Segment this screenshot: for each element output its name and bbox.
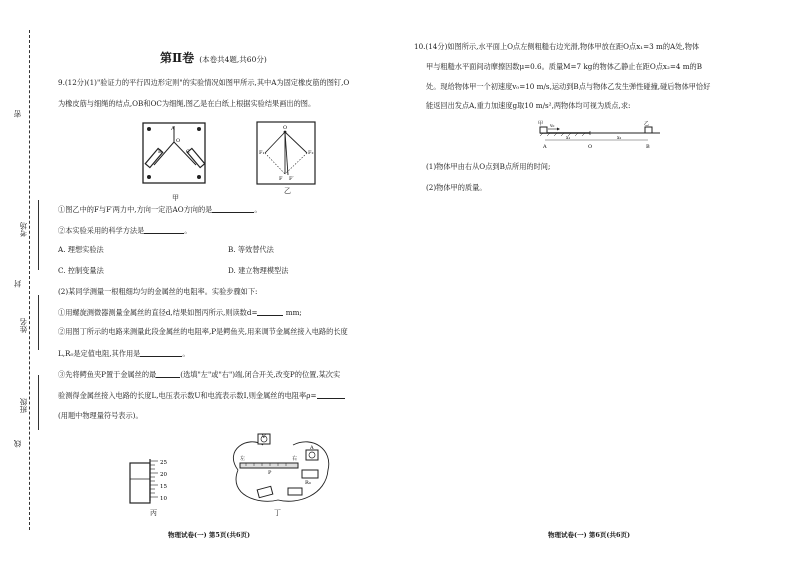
switch [288,488,302,495]
corner-pin [147,127,151,131]
right-page-footer: 物理试卷(一) 第6页(共6页) [548,531,631,539]
q9-step3-line2: 验测得金属丝接入电路的长度L,电压表示数U和电流表示数I,则金属丝的电阻率ρ= [58,390,345,400]
q9-part2: (2)某同学测量一根粗细均匀的金属丝的电阻率。实验步骤如下: [58,287,258,296]
left-page-footer: 物理试卷(一) 第5页(共6页) [168,531,251,539]
seal-mark-mi: 密 [13,110,22,118]
figure-ding-label: 丁 [274,509,281,517]
force-f1 [265,132,285,153]
tick-label: 15 [160,484,167,490]
svg-text:O: O [176,138,181,144]
answer-blank[interactable] [317,390,345,399]
q10-line-4: 能返回出发点A,重力加速度g取10 m/s²,两物体均可视为质点,求: [426,101,631,110]
micrometer-sleeve [130,463,150,503]
q9-step3-line3: (用题中物理量符号表示)。 [58,411,143,420]
label-v0: v₀ [550,124,555,129]
figure-jia-label: 甲 [172,194,179,202]
seal-mark-xian: 线 [13,440,22,448]
velocity-arrow-head [557,128,560,131]
label-o: O [588,144,593,150]
q9-line-1: 9.(12分)(1)"验证力的平行四边形定则"的实验情况如图甲所示,其中A为固定橡皮筋的图钉,O [58,78,350,87]
q9-sub1: ①图乙中的F与F′两力中,方向一定沿AO方向的是 。 [58,205,262,214]
svg-text:左: 左 [240,456,246,462]
q9-option-d: D. 建立物理模型法 [228,266,289,275]
q9-step2-line1: ②用图丁所示的电路来测量此段金属丝的电阻率,P是鳄鱼夹,用来调节金属丝接入电路的长度 [58,327,348,336]
seal-mark-feng: 封 [13,280,22,288]
svg-text:O: O [283,125,288,131]
answer-blank[interactable] [156,369,180,378]
block-jia [540,127,547,133]
figure-bing-micrometer [128,455,188,505]
figure-yi-label: 乙 [284,187,291,195]
seal-line [29,30,30,530]
figure-ding-circuit [218,430,336,510]
q9-sub2: ②本实验采用的科学方法是 。 [58,226,192,235]
q10-sub1: (1)物体甲由右从O点到B点所用的时间; [426,162,551,171]
svg-text:R₀: R₀ [305,480,311,486]
label-b: B [646,144,650,150]
force-f2 [285,132,307,153]
svg-text:F₂: F₂ [308,150,314,156]
svg-text:P: P [268,470,272,476]
answer-blank[interactable] [257,307,283,316]
svg-text:F′: F′ [289,176,294,182]
corner-pin [147,175,151,179]
svg-text:C: C [186,149,190,155]
answer-blank[interactable] [212,204,254,213]
battery [257,486,273,497]
figure-q10-track [535,118,665,150]
svg-text:V: V [262,434,266,440]
figure-yi [255,120,317,186]
thimble-scale [150,461,158,497]
svg-text:B: B [158,149,162,155]
q10-line-2: 甲与粗糙水平面间动摩擦因数μ=0.6。质量M=7 kg的物体乙静止在距O点x₂=4 m的B [426,62,703,71]
label-x2: x₂ [617,136,622,141]
section-header [160,47,267,66]
metal-wire-ruler [240,463,298,468]
svg-text:A: A [171,126,175,132]
svg-text:A: A [310,445,314,451]
field-line [38,375,39,430]
block-yi [645,127,652,133]
label-yi: 乙 [644,121,650,127]
q9-step2-line2: L,R₀是定值电阻,其作用是 。 [58,349,190,358]
parallelogram-edge [285,153,307,174]
field-line [38,200,39,270]
answer-blank[interactable] [144,225,184,234]
ammeter [306,450,318,460]
force-f-prime [285,132,288,175]
svg-text:右: 右 [292,456,298,462]
parallelogram-edge [265,153,285,174]
q9-line-2: 为橡皮筋与细绳的结点,OB和OC为细绳,图乙是在白纸上根据实验结果画出的图。 [58,99,316,108]
q10-line-3: 处。现给物体甲一个初速度v₀=10 m/s,运动到B点与物体乙发生弹性碰撞,碰后物体甲恰好 [426,82,711,91]
binding-margin [0,0,50,562]
q10-line-1: 10.(14分)如图所示,水平面上O点左侧粗糙右边光滑,物体甲放在距O点x₁=3 m的A处,物体 [414,42,700,51]
figure-bing-label: 丙 [150,509,157,517]
svg-text:F₁: F₁ [259,150,265,156]
tick-label: 25 [160,460,167,466]
resistor-r0 [302,470,318,478]
tick-label: 10 [160,496,167,502]
q9-option-a: A. 理想实验法 [58,245,104,254]
svg-text:F: F [279,176,283,182]
q10-sub2: (2)物体甲的质量。 [426,183,487,192]
label-a: A [543,144,547,150]
field-name: 姓名 [19,318,28,333]
field-line [38,295,39,350]
corner-pin [197,127,201,131]
tick-label: 20 [160,472,167,478]
label-x1: x₁ [566,136,571,141]
q9-option-c: C. 控制变量法 [58,266,104,275]
figure-jia [140,120,210,192]
section-subtitle: (本卷共4题,共60分) [199,55,267,64]
field-exam-room: 考场 [19,222,28,237]
q9-option-b: B. 等效替代法 [228,245,274,254]
field-class: 班级 [19,398,28,413]
corner-pin [197,175,201,179]
q9-step1: ①用螺旋测微器测量金属丝的直径d,结果如图丙所示,则读数d= mm; [58,308,302,317]
q9-step3-line1: ③先将鳄鱼夹P置于金属丝的最 (选填"左"或"右")端,闭合开关,改变P的位置,某次实 [58,370,341,379]
label-jia: 甲 [538,121,544,127]
section-title: 第Ⅱ卷 [160,51,195,65]
answer-blank[interactable] [140,348,182,357]
